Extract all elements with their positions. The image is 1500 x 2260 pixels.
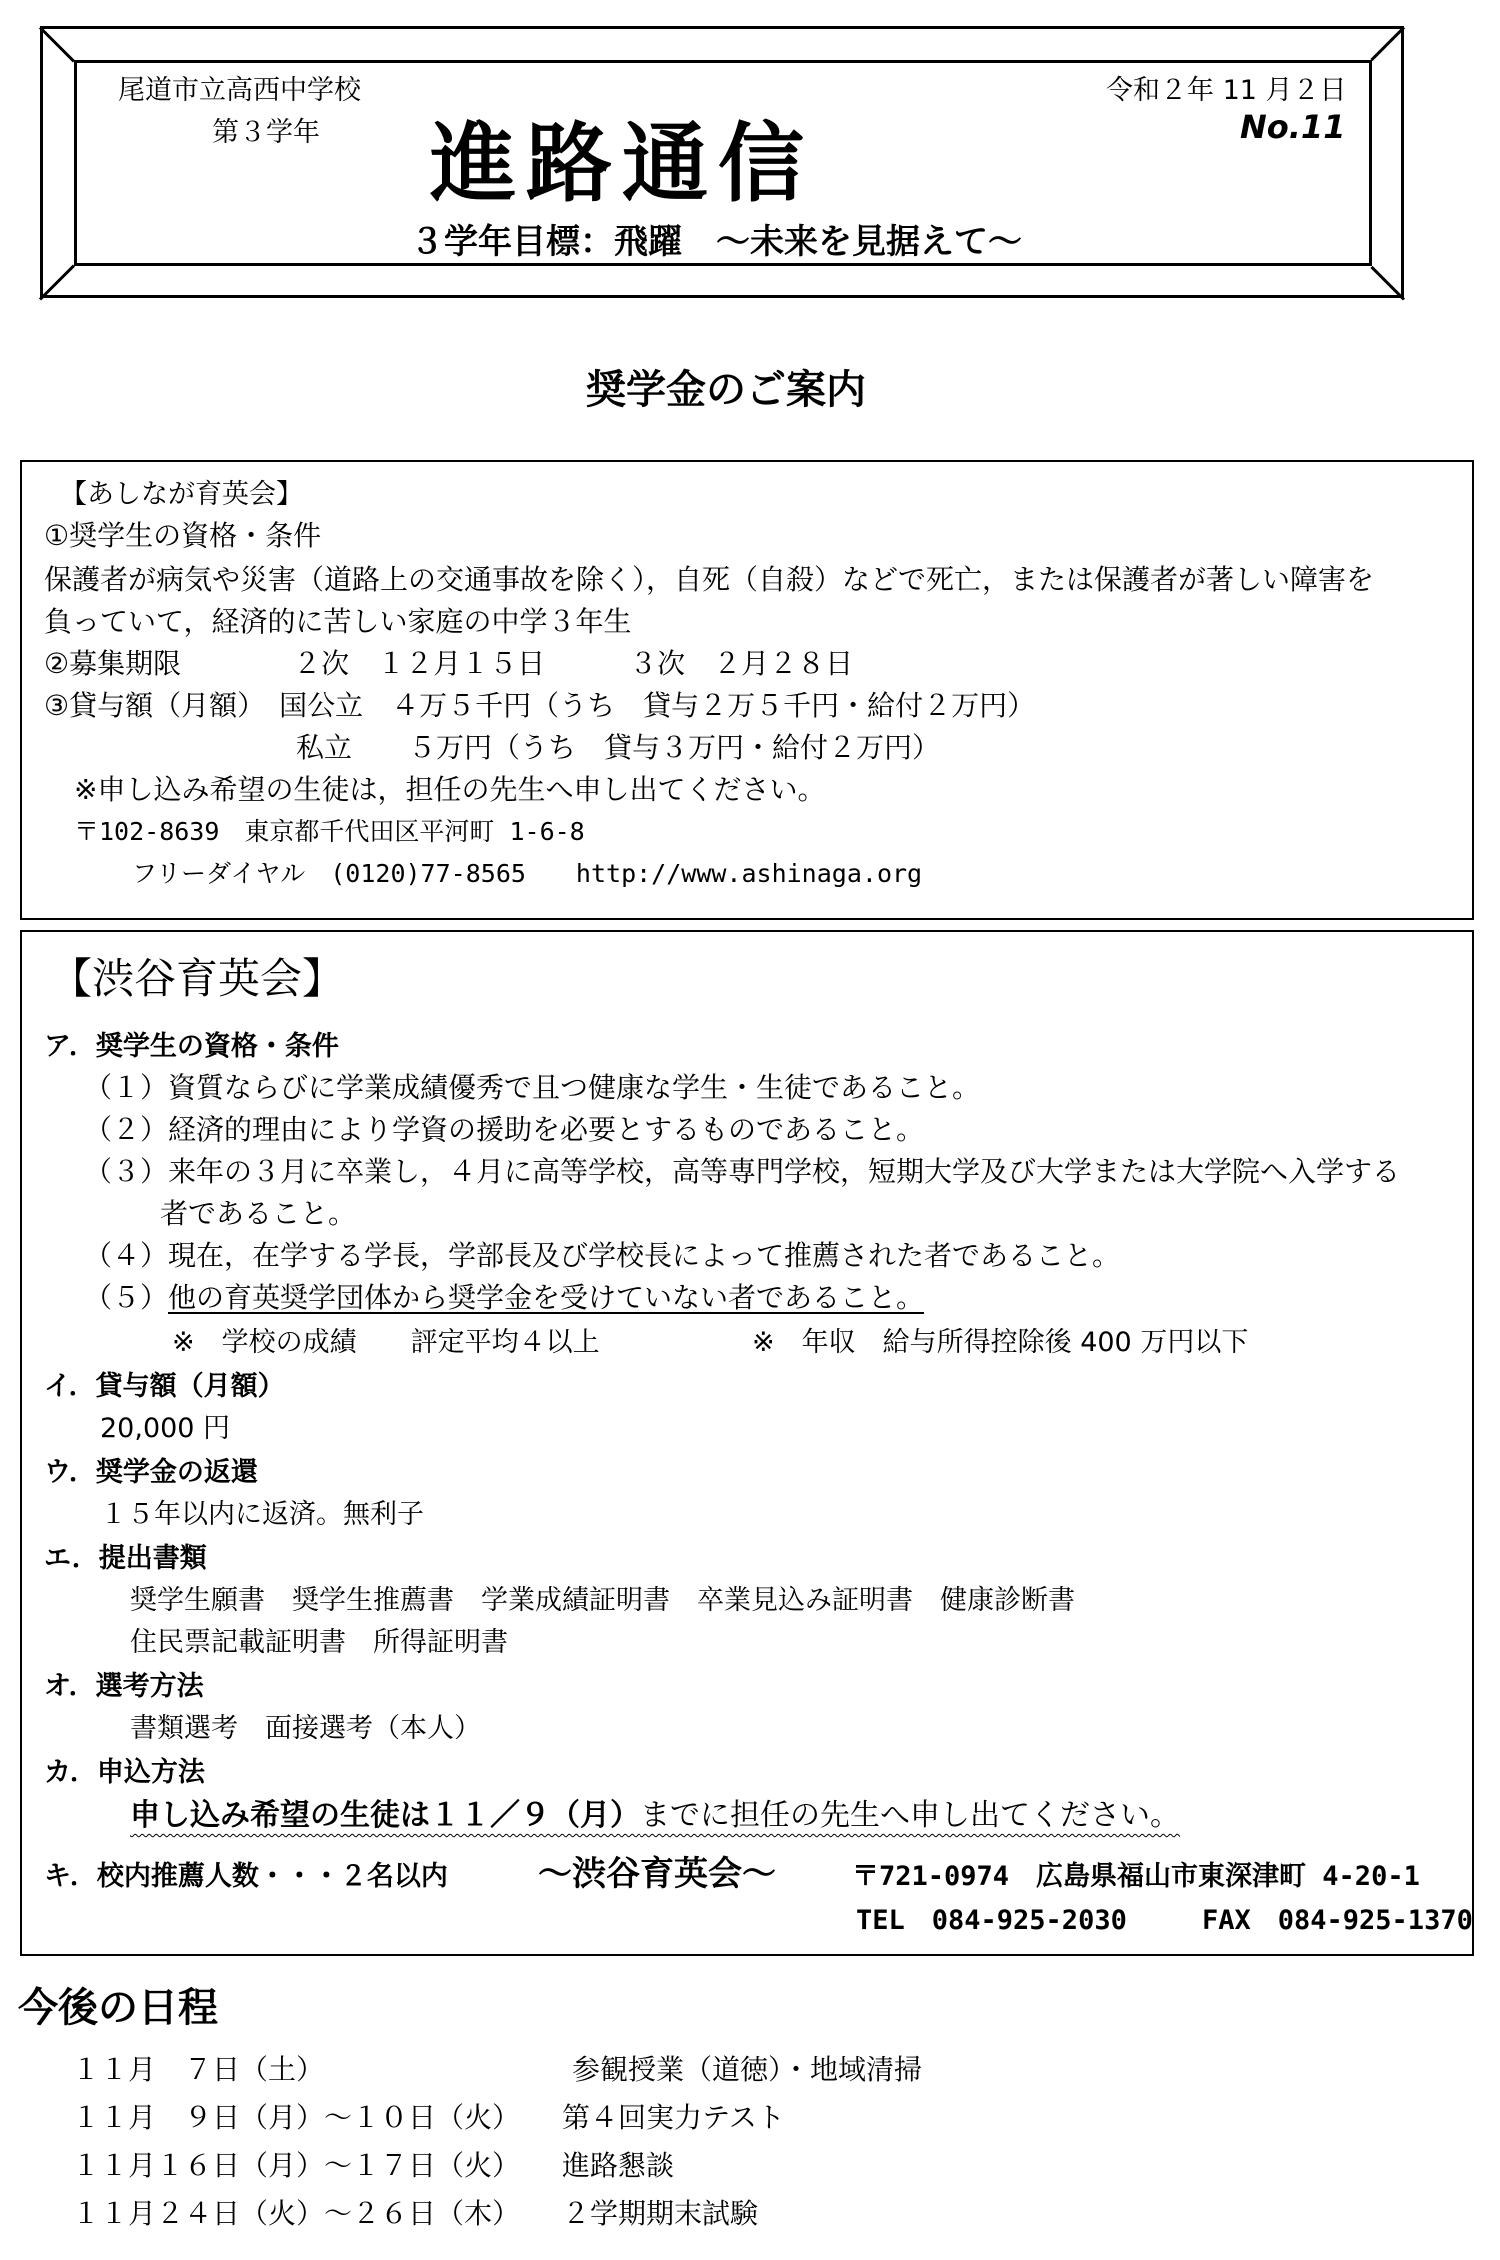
application-instruction-rest: までに担任の先生へ申し出てください。: [640, 1798, 1180, 1833]
shibuya-title: 【渋谷育英会】: [50, 954, 345, 1003]
newsletter-title: 進路通信: [430, 114, 814, 214]
shibuya-heading-a: ア．奨学生の資格・条件: [44, 1031, 339, 1062]
issue-date: 令和２年 11 月２日: [1106, 75, 1347, 106]
shibuya-org-name: ～渋谷育英会～: [538, 1854, 776, 1894]
loan-amount: 20,000 円: [100, 1413, 231, 1444]
schedule-date: １１月 ９日（月）～１０日（火）: [72, 2101, 521, 2134]
ashinaga-line: 負っていて，経済的に苦しい家庭の中学３年生: [44, 605, 632, 638]
page-heading: 奨学金のご案内: [586, 367, 866, 413]
shibuya-heading-e: エ．提出書類: [44, 1543, 207, 1574]
ashinaga-line: 保護者が病気や災害（道路上の交通事故を除く），自死（自殺）などで死亡，または保護者が著しい障害を: [44, 563, 1375, 596]
schedule-heading: 今後の日程: [18, 1985, 218, 2031]
shibuya-heading-ka: カ．申込方法: [44, 1757, 205, 1788]
shibuya-section: [20, 930, 1474, 1956]
ashinaga-line: ③貸与額（月額） 国公立 ４万５千円（うち 貸与２万５千円・給付２万円）: [44, 689, 1036, 722]
shibuya-address: 〒721-0974 広島県福山市東深津町 4-20-1: [852, 1861, 1420, 1892]
ashinaga-section: [20, 460, 1474, 920]
required-documents: 住民票記載証明書 所得証明書: [130, 1627, 508, 1658]
schedule-date: １１月１６日（月）～１７日（火）: [72, 2149, 521, 2182]
schedule-date: １１月２４日（火）～２６日（木）: [72, 2197, 521, 2230]
application-deadline: 申し込み希望の生徒は１１／９（月）: [130, 1798, 640, 1833]
grade-label: 第３学年: [212, 117, 320, 148]
income-requirement-note: ※ 年収 給与所得控除後 400 万円以下: [752, 1327, 1249, 1358]
ashinaga-contact: フリーダイヤル (0120)77-8565 http://www.ashinaga.org: [132, 859, 923, 888]
condition-text: 他の育英奨学団体から奨学金を受けていない者であること。: [168, 1281, 925, 1314]
shibuya-condition: （１）資質ならびに学業成績優秀で且つ健康な学生・生徒であること。: [84, 1071, 981, 1104]
condition-prefix: （５）: [84, 1281, 169, 1314]
issue-number: No.11: [1240, 108, 1346, 146]
shibuya-condition: （２）経済的理由により学資の援助を必要とするものであること。: [84, 1113, 925, 1146]
grade-goal: ３学年目標：飛躍 ～未来を見据えて～: [410, 222, 1022, 262]
schedule-event: 第４回実力テスト: [562, 2101, 785, 2134]
schedule-event: 進路懇談: [562, 2149, 675, 2182]
ashinaga-address: 〒102-8639 東京都千代田区平河町 1-6-8: [74, 817, 585, 846]
shibuya-heading-ki: キ．校内推薦人数・・・２名以内: [44, 1861, 448, 1892]
ashinaga-line: ①奨学生の資格・条件: [44, 519, 322, 552]
ashinaga-line: 私立 ５万円（うち 貸与３万円・給付２万円）: [44, 731, 941, 764]
selection-method: 書類選考 面接選考（本人）: [130, 1713, 481, 1744]
schedule-event: ２学期期末試験: [562, 2197, 759, 2230]
schedule-date: １１月 ７日（土）: [72, 2053, 325, 2086]
shibuya-tel: TEL 084-925-2030: [856, 1905, 1127, 1936]
ashinaga-line: ②募集期限 ２次 １２月１５日 ３次 ２月２８日: [44, 647, 854, 680]
shibuya-heading-i: イ．貸与額（月額）: [44, 1371, 285, 1402]
shibuya-fax: FAX 084-925-1370: [1202, 1905, 1473, 1936]
grade-requirement-note: ※ 学校の成績 評定平均４以上: [172, 1327, 600, 1358]
shibuya-condition: （３）来年の３月に卒業し，４月に高等学校，高等専門学校，短期大学及び大学または大学院へ入学する: [84, 1155, 1401, 1188]
school-name: 尾道市立高西中学校: [118, 75, 361, 106]
shibuya-condition-5: [84, 1276, 924, 1316]
shibuya-condition: （４）現在，在学する学長，学部長及び学校長によって推薦された者であること。: [84, 1239, 1121, 1272]
application-instruction: [130, 1790, 1180, 1834]
ashinaga-title: 【あしなが育英会】: [60, 479, 303, 510]
shibuya-condition: 者であること。: [160, 1197, 357, 1230]
repayment-terms: １５年以内に返済。無利子: [100, 1499, 424, 1530]
ashinaga-note: ※申し込み希望の生徒は，担任の先生へ申し出てください。: [74, 773, 826, 806]
schedule-event: 参観授業（道徳）・地域清掃: [572, 2053, 923, 2086]
shibuya-heading-u: ウ．奨学金の返還: [44, 1457, 258, 1488]
shibuya-heading-o: オ．選考方法: [44, 1671, 204, 1702]
required-documents: 奨学生願書 奨学生推薦書 学業成績証明書 卒業見込み証明書 健康診断書: [130, 1585, 1075, 1616]
